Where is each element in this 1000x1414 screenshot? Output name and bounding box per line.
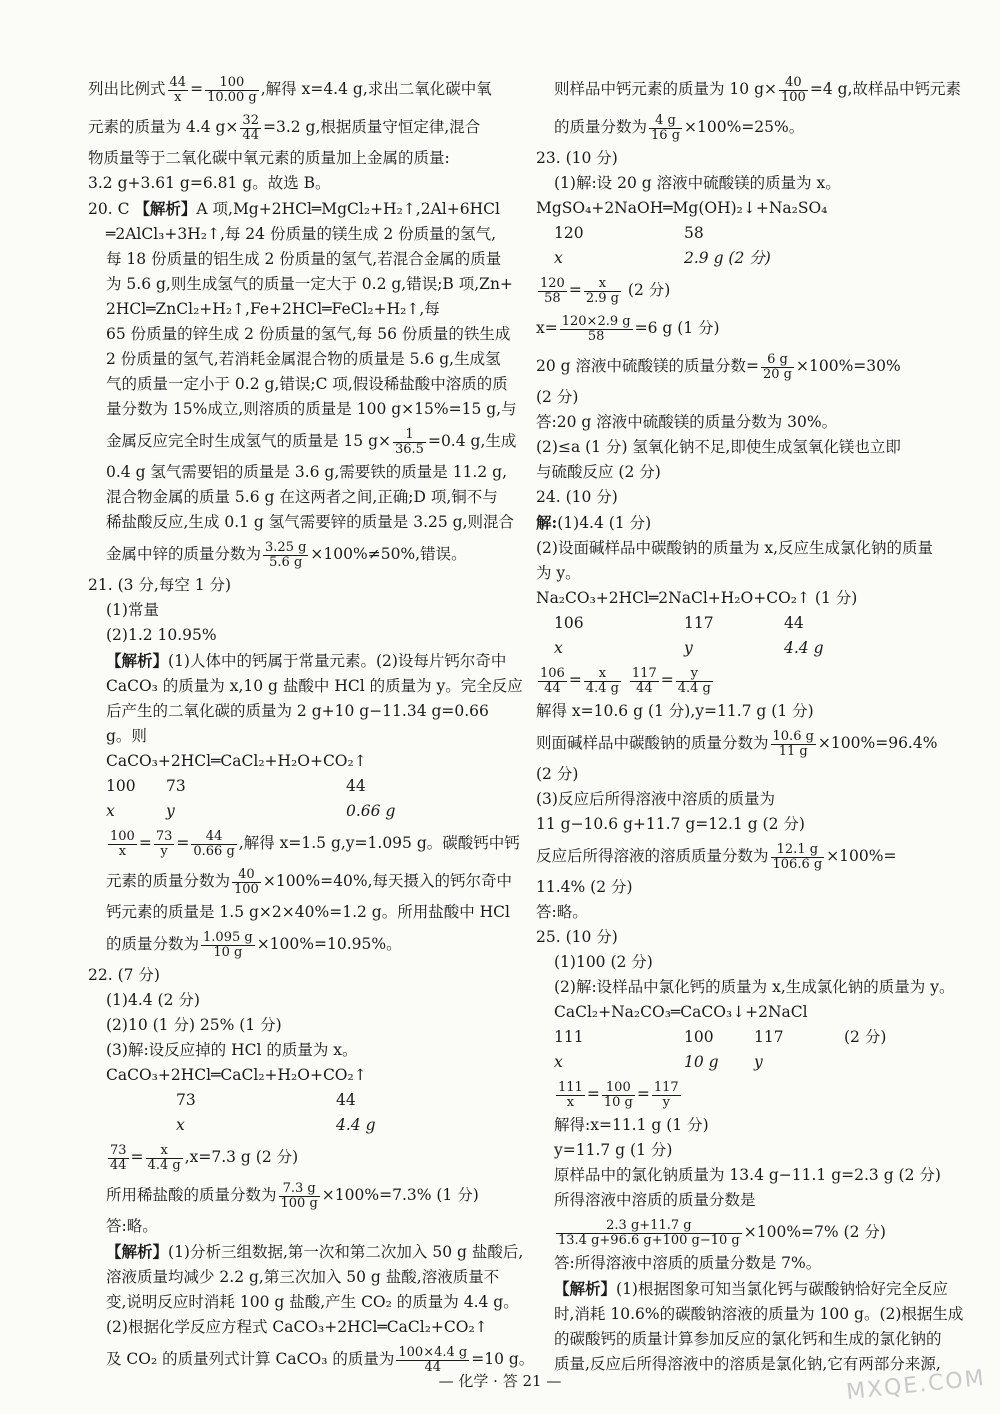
text-line: 【解析】(1)分析三组数据,第一次和第二次加入 50 g 盐酸后, xyxy=(106,1242,524,1261)
text-line: g。则 xyxy=(106,727,147,745)
question-21: 21. (3 分,每空 1 分) xyxy=(88,576,232,594)
question-23: 23. (10 分) xyxy=(536,149,618,167)
molar-mass-row: 111 100 117 (2 分) xyxy=(554,1028,887,1046)
text-line: 与硫酸反应 (2 分) xyxy=(536,463,661,481)
text-line: 0.4 g 氢气需要铝的质量是 3.6 g,需要铁的质量是 11.2 g, xyxy=(106,463,507,481)
text-line: 20 g 溶液中硫酸镁的质量分数= $\frac{6 g}{20 g}$ ×100%=30% xyxy=(536,351,901,382)
answer-line: (1)常量 xyxy=(106,601,159,619)
fraction: $\frac{7.3 g}{100 g}$ xyxy=(280,1180,318,1211)
text-line: $\frac{120}{58}$ = $\frac{x}{2.9 g}$ (2 分) xyxy=(540,275,671,306)
text-line: 答:略。 xyxy=(536,903,588,921)
text-line: 混合物金属的质量 5.6 g 在这两者之间,正确;D 项,铜不与 xyxy=(106,488,498,506)
text-line: 2HCl═ZnCl₂+H₂↑,Fe+2HCl═FeCl₂+H₂↑,每 xyxy=(106,300,440,318)
fraction: $\frac{32}{44}$ xyxy=(242,112,259,143)
chemical-equation: CaCl₂+Na₂CO₃═CaCO₃↓+2NaCl xyxy=(554,1003,808,1021)
text-line: 则样品中钙元素的质量为 10 g× $\frac{40}{100}$ =4 g,故样品中钙元素 xyxy=(554,74,961,105)
fraction: $\frac{y}{4.4 g}$ xyxy=(677,665,711,696)
text-line: (2)≤a (1 分) 氢氧化钠不足,即使生成氢氧化镁也立即 xyxy=(536,438,901,456)
text-line: (2 分) xyxy=(536,765,579,783)
fraction: $\frac{40}{100}$ xyxy=(234,866,259,897)
chemical-equation: Na₂CO₃+2HCl═2NaCl+H₂O+CO₂↑ (1 分) xyxy=(536,589,858,607)
text-line: (2)根据化学反应方程式 CaCO₃+2HCl═CaCl₂+CO₂↑ xyxy=(106,1318,488,1336)
text-line: 【解析】(1)人体中的钙属于常量元素。(2)设每片钙尔奇中 xyxy=(106,651,507,670)
text-line: 3.2 g+3.61 g=6.81 g。故选 B。 xyxy=(88,174,331,192)
text-line: 2 份质量的氢气,若消耗金属混合物的质量是 5.6 g,生成氢 xyxy=(106,350,501,368)
variable-row: x y 4.4 g xyxy=(554,639,824,657)
text-line: 11 g−10.6 g+11.7 g=12.1 g (2 分) xyxy=(536,815,805,833)
chemical-equation: MgSO₄+2NaOH═Mg(OH)₂↓+Na₂SO₄ xyxy=(536,199,828,217)
question-22: 22. (7 分) xyxy=(88,966,160,984)
fraction: $\frac{1.095 g}{10 g}$ xyxy=(203,929,253,960)
text-line: 时,消耗 10.6%的碳酸钠溶液的质量为 100 g。(2)根据生成 xyxy=(554,1305,964,1323)
text-line: $\frac{100}{x}$ = $\frac{73}{y}$ = $\frac{44}{0.66 g}$ ,解得 x=1.5 g,y=1.095 g。碳酸钙中钙 xyxy=(110,828,520,859)
text-line: y=11.7 g (1 分) xyxy=(554,1141,673,1159)
answer-line: (2)解:设样品中氯化钙的质量为 x,生成氯化钠的质量为 y。 xyxy=(554,978,955,996)
text-line: 的质量分数为 $\frac{1.095 g}{10 g}$ ×100%=10.95%。 xyxy=(106,929,402,960)
answer-line: (1)解:设 20 g 溶液中硫酸镁的质量为 x。 xyxy=(554,174,841,192)
text-line: CaCO₃ 的质量为 x,10 g 盐酸中 HCl 的质量为 y。完全反应 xyxy=(106,677,523,695)
answer-line: (2)1.2 10.95% xyxy=(106,626,217,644)
fraction: $\frac{117}{44}$ xyxy=(631,665,657,696)
text-line: 解得:x=11.1 g (1 分) xyxy=(554,1116,709,1134)
watermark: MXQE.COM xyxy=(845,1365,987,1406)
fraction: $\frac{44}{0.66 g}$ xyxy=(193,828,235,859)
text-line: 的质量分数为 $\frac{4 g}{16 g}$ ×100%=25%。 xyxy=(554,112,805,143)
text-line: 答:所得溶液中溶质的质量分数是 7%。 xyxy=(554,1254,822,1272)
text-line: 量分数为 15%成立,则溶质的质量是 100 g×15%=15 g,与 xyxy=(106,400,517,418)
fraction: $\frac{73}{y}$ xyxy=(155,828,173,859)
fraction: $\frac{111}{x}$ xyxy=(558,1079,583,1110)
fraction: $\frac{1}{36.5}$ xyxy=(395,426,424,457)
text-line: 的碳酸钙的质量计算参加反应的氯化钙和生成的氯化钠的 xyxy=(554,1330,942,1348)
text-line: 气的质量一定小于 0.2 g,错误;C 项,假设稀盐酸中溶质的质 xyxy=(106,375,508,393)
fraction: $\frac{100}{10 g}$ xyxy=(603,1079,633,1110)
fraction: $\frac{100}{x}$ xyxy=(110,828,135,859)
text-line: (2 分) xyxy=(536,388,579,406)
text-line: 为 5.6 g,则生成氢气的质量一定大于 0.2 g,错误;B 项,Zn+ xyxy=(106,275,513,293)
text-line: 【解析】(1)根据图象可知当氯化钙与碳酸钠恰好完全反应 xyxy=(554,1279,948,1298)
text-line: $\frac{2.3 g+11.7 g}{13.4 g+96.6 g+100 g-10 g}$ ×100%=7% (2 分) xyxy=(558,1217,886,1248)
fraction: $\frac{12.1 g}{106.6 g}$ xyxy=(772,841,823,872)
text-line: 物质量等于二氧化碳中氧元素的质量加上金属的质量: xyxy=(88,149,450,167)
text-line: 元素的质量分数为 $\frac{40}{100}$ ×100%=40%,每天摄入的钙尔奇中 xyxy=(106,866,513,897)
fraction: $\frac{x}{2.9 g}$ xyxy=(585,275,619,306)
text-line: 11.4% (2 分) xyxy=(536,878,633,896)
molar-mass-row: 106 117 44 xyxy=(554,614,804,632)
fraction: $\frac{100\times 4.4 g}{44}$ xyxy=(398,1344,468,1375)
fraction: $\frac{10.6 g}{11 g}$ xyxy=(772,728,814,759)
variable-row: x 4.4 g xyxy=(176,1116,376,1134)
question-24: 24. (10 分) xyxy=(536,488,618,506)
text-line: 后产生的二氧化碳的质量为 2 g+10 g−11.34 g=0.66 xyxy=(106,702,489,720)
text-line: 答:略。 xyxy=(106,1217,158,1235)
molar-mass-row: 100 73 44 xyxy=(106,777,366,795)
text-line: (3)反应后所得溶液中溶质的质量为 xyxy=(536,790,775,808)
answer-line: (1)100 (2 分) xyxy=(554,953,653,971)
text-line: 反应后所得溶液的溶质质量分数为 $\frac{12.1 g}{106.6 g}$ ×100%= xyxy=(536,841,897,872)
text-line: 溶液质量均减少 2.2 g,第三次加入 50 g 盐酸,溶液质量不 xyxy=(106,1268,500,1286)
fraction: $\frac{6 g}{20 g}$ xyxy=(763,351,792,382)
fraction: $\frac{44}{x}$ xyxy=(169,74,187,105)
text-line: 为 y。 xyxy=(536,564,581,582)
molar-mass-row: 120 58 xyxy=(554,224,704,242)
chemical-equation: CaCO₃+2HCl═CaCl₂+H₂O+CO₂↑ xyxy=(106,1066,367,1084)
text-line: 所用稀盐酸的质量分数为 $\frac{7.3 g}{100 g}$ ×100%=7.3% (1 分) xyxy=(106,1180,479,1211)
chemical-equation: CaCO₃+2HCl═CaCl₂+H₂O+CO₂↑ xyxy=(106,752,367,770)
answer-line: (3)解:设反应掉的 HCl 的质量为 x。 xyxy=(106,1041,358,1059)
variable-row: x y 0.66 g xyxy=(106,802,396,820)
text-line: 金属反应完全时生成氢气的质量是 15 g× $\frac{1}{36.5}$ =0.4 g,生成 xyxy=(106,426,517,457)
fraction: $\frac{4 g}{16 g}$ xyxy=(651,112,681,143)
text-line: $\frac{111}{x}$ = $\frac{100}{10 g}$ = $\frac{117}{y}$ xyxy=(558,1079,679,1110)
text-line: 元素的质量为 4.4 g× $\frac{32}{44}$ =3.2 g,根据质量守恒定律,混合 xyxy=(88,112,481,143)
text-line: $\frac{73}{44}$ = $\frac{x}{4.4 g}$ ,x=7.3 g (2 分) xyxy=(110,1142,299,1173)
text-line: 答:20 g 溶液中硫酸镁的质量分数为 30%。 xyxy=(536,413,838,431)
text-line: 每 18 份质量的铝生成 2 份质量的氢气,若混合金属的质量 xyxy=(106,250,502,268)
text-line: 钙元素的质量是 1.5 g×2×40%=1.2 g。所用盐酸中 HCl xyxy=(106,903,510,921)
text-line: 变,说明反应时消耗 100 g 盐酸,产生 CO₂ 的质量为 4.4 g。 xyxy=(106,1293,519,1311)
right-column xyxy=(536,70,964,1377)
text-line: 金属中锌的质量分数为 $\frac{3.25 g}{5.6 g}$ ×100%≠50%,错误。 xyxy=(106,539,467,570)
text-line: 65 份质量的锌生成 2 份质量的氢气,每 56 份质量的铁生成 xyxy=(106,325,511,343)
text-line: 所得溶液中溶质的质量分数是 xyxy=(554,1191,756,1209)
left-column xyxy=(88,70,535,1378)
molar-mass-row: 73 44 xyxy=(176,1091,356,1109)
fraction: $\frac{x}{4.4 g}$ xyxy=(147,1142,181,1173)
text-line: ═2AlCl₃+3H₂↑,每 24 份质量的镁生成 2 份质量的氢气, xyxy=(106,225,497,243)
fraction: $\frac{2.3 g+11.7 g}{13.4 g+96.6 g+100 g-10 g}$ xyxy=(558,1217,740,1248)
fraction: $\frac{120\times 2.9 g}{58}$ xyxy=(561,313,631,344)
fraction: $\frac{117}{y}$ xyxy=(653,1079,679,1110)
question-20: 20. C 【解析】A 项,Mg+2HCl═MgCl₂+H₂↑,2Al+6HCl xyxy=(88,199,500,218)
fraction: $\frac{40}{100}$ xyxy=(781,74,806,105)
fraction: $\frac{73}{44}$ xyxy=(110,1142,127,1173)
answer-line: 解:(1)4.4 (1 分) xyxy=(536,513,652,532)
text-line: 原样品中的氯化钠质量为 13.4 g−11.1 g=2.3 g (2 分) xyxy=(554,1166,941,1184)
text-line: 列出比例式 $\frac{44}{x}$ = $\frac{100}{10.00 g}$ ,解得 x=4.4 g,求出二氧化碳中氧 xyxy=(88,74,492,105)
text-line: 稀盐酸反应,生成 0.1 g 氢气需要锌的质量是 3.25 g,则混合 xyxy=(106,513,514,531)
text-line: x= $\frac{120\times 2.9 g}{58}$ =6 g (1 分) xyxy=(536,313,720,344)
text-line: 解得 x=10.6 g (1 分),y=11.7 g (1 分) xyxy=(536,702,814,720)
fraction: $\frac{100}{10.00 g}$ xyxy=(207,74,257,105)
fraction: $\frac{x}{4.4 g}$ xyxy=(585,665,619,696)
answer-line: (2)10 (1 分) 25% (1 分) xyxy=(106,1016,282,1034)
fraction: $\frac{106}{44}$ xyxy=(540,665,565,696)
text-line: $\frac{106}{44}$ = $\frac{x}{4.4 g}$ $\frac{117}{44}$ = $\frac{y}{4.4 g}$ xyxy=(540,665,711,696)
fraction: $\frac{3.25 g}{5.6 g}$ xyxy=(265,539,307,570)
text-line: 则面碱样品中碳酸钠的质量分数为 $\frac{10.6 g}{11 g}$ ×100%=96.4% xyxy=(536,728,938,759)
variable-row: x 10 g y xyxy=(554,1053,763,1071)
text-line: (2)设面碱样品中碳酸钠的质量为 x,反应生成氯化钠的质量 xyxy=(536,539,934,557)
answer-line: (1)4.4 (2 分) xyxy=(106,991,200,1009)
question-25: 25. (10 分) xyxy=(536,928,618,946)
fraction: $\frac{120}{58}$ xyxy=(540,275,565,306)
text-line: 质量,反应后所得溶液中的溶质是氯化钠,它有两部分来源, xyxy=(554,1355,941,1373)
text-line: 及 CO₂ 的质量列式计算 CaCO₃ 的质量为 $\frac{100\times 4.4 g}{44}$ =10 g。 xyxy=(106,1344,535,1375)
variable-row: x 2.9 g (2 分) xyxy=(554,249,771,267)
page-footer: — 化学 · 答 21 — xyxy=(438,1372,562,1390)
